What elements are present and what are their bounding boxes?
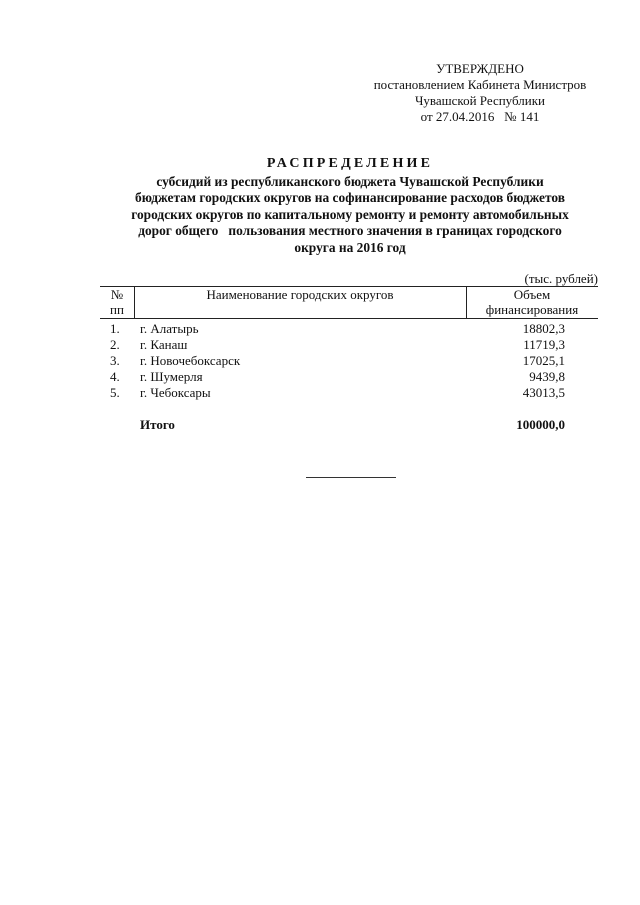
row-number: 5. [110,385,120,400]
row-name: г. Чебоксары [140,385,211,400]
row-amount: 18802,3 [522,321,565,336]
header-number [100,287,134,317]
subtitle-line: бюджетам городских округов на софинансирование расходов бюджетов [135,190,565,205]
header-amount-line1: Объем [513,287,551,302]
total-amount: 100000,0 [516,417,565,432]
row-number: 4. [110,369,120,384]
title-subtitle [90,174,610,257]
row-name: г. Шумерля [140,369,203,384]
table-row [100,385,598,401]
row-amount: 17025,1 [522,353,565,368]
approval-date-number: от 27.04.2016 № 141 [420,109,540,124]
header-amount-line2: финансирования [485,302,579,317]
header-number-symbol: № [110,287,124,302]
subtitle-line: округа на 2016 год [294,239,406,255]
row-name: г. Алатырь [140,321,199,336]
header-name: Наименование городских округов [206,287,394,302]
total-label: Итого [140,417,175,432]
header-number-abbr: пп [110,302,124,317]
row-amount: 43013,5 [522,385,565,400]
row-amount: 9439,8 [529,369,565,384]
row-name: г. Канаш [140,337,188,352]
header-bottom-border [100,318,598,319]
end-divider [306,477,396,478]
table-total-row [100,417,598,433]
table-row [100,321,598,337]
subtitle-line: городских округов по капитальному ремонту и ремонту автомобильных [131,206,569,222]
row-name: г. Новочебоксарск [140,353,241,368]
row-number: 3. [110,353,120,368]
approval-decree: постановлением Кабинета Министров [373,77,587,92]
document-title [90,156,610,256]
header-amount [466,287,598,317]
subtitle-line: дорог общего пользования местного значения в границах городского [138,223,562,238]
row-amount: 11719,3 [523,337,565,352]
table-row [100,353,598,369]
row-number: 2. [110,337,120,352]
subtitle-line: субсидий из республиканского бюджета Чувашской Республики [156,173,544,189]
approval-republic: Чувашской Республики [414,93,546,108]
units-note: (тыс. рублей) [524,271,598,286]
title-heading: РАСПРЕДЕЛЕНИЕ [266,156,434,171]
approval-stamp [360,61,600,125]
table-row [100,337,598,353]
row-number: 1. [110,321,120,336]
approval-title: УТВЕРЖДЕНО [436,61,524,76]
table-row [100,369,598,385]
